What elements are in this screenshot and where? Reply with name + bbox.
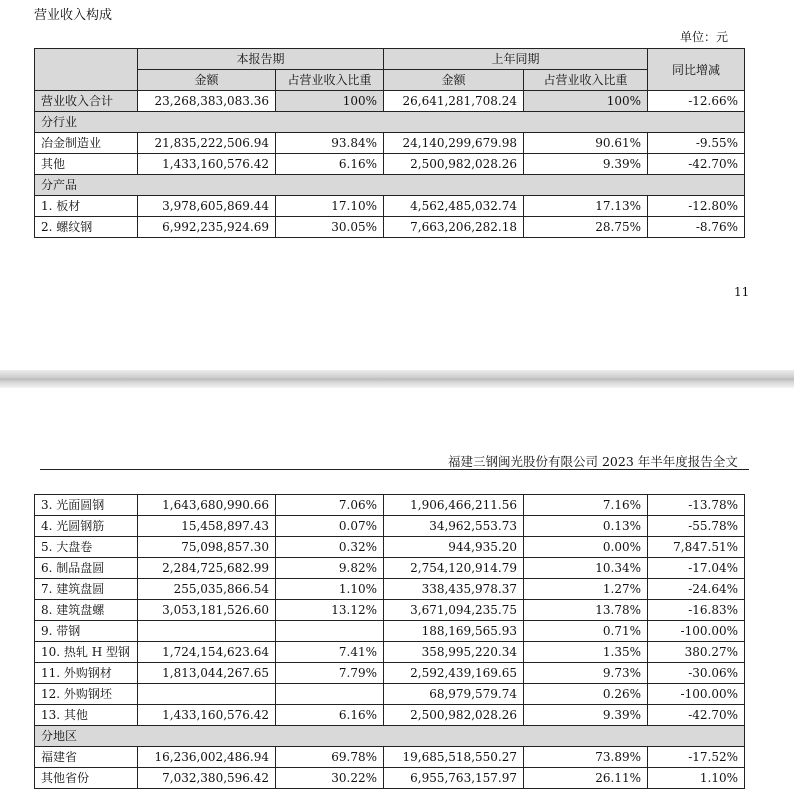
row-label: 营业收入合计 (35, 91, 138, 112)
cell-yoy: -12.66% (648, 91, 745, 112)
unit-label: 单位：元 (680, 30, 729, 44)
section-row-product (35, 175, 745, 196)
cell-current-ratio: 1.10% (276, 579, 384, 600)
row-label: 13. 其他 (35, 705, 138, 726)
cell-current-ratio: 17.10% (276, 196, 384, 217)
cell-yoy: -30.06% (648, 663, 745, 684)
cell-lastyear-ratio: 26.11% (524, 768, 648, 789)
cell-yoy: -9.55% (648, 133, 745, 154)
section-title: 营业收入构成 (34, 8, 113, 23)
cell-lastyear-ratio: 13.78% (524, 600, 648, 621)
cell-current-ratio: 69.78% (276, 747, 384, 768)
table-row (35, 516, 745, 537)
cell-current-amount: 3,053,181,526.60 (138, 600, 276, 621)
industry-rows (35, 133, 745, 175)
cell-current-amount: 75,098,857.30 (138, 537, 276, 558)
cell-current-amount: 1,433,160,576.42 (138, 154, 276, 175)
header-rule (40, 469, 749, 470)
cell-current-ratio (276, 684, 384, 705)
cell-yoy: -100.00% (648, 621, 745, 642)
cell-lastyear-amount: 34,962,553.73 (384, 516, 524, 537)
row-label: 4. 光圆钢筋 (35, 516, 138, 537)
cell-current-ratio: 13.12% (276, 600, 384, 621)
row-label: 6. 制品盘圆 (35, 558, 138, 579)
row-label: 其他省份 (35, 768, 138, 789)
row-label: 8. 建筑盘螺 (35, 600, 138, 621)
cell-lastyear-ratio: 0.71% (524, 621, 648, 642)
cell-lastyear-amount: 7,663,206,282.18 (384, 217, 524, 238)
cell-current-ratio: 100% (276, 91, 384, 112)
table-row (35, 154, 745, 175)
cell-lastyear-amount: 1,906,466,211.56 (384, 495, 524, 516)
cell-current-ratio: 6.16% (276, 705, 384, 726)
section-label: 分产品 (35, 175, 745, 196)
cell-lastyear-amount: 4,562,485,032.74 (384, 196, 524, 217)
row-label: 福建省 (35, 747, 138, 768)
cell-lastyear-amount: 68,979,579.74 (384, 684, 524, 705)
header-amount: 金额 (384, 70, 524, 91)
row-label: 3. 光面圆钢 (35, 495, 138, 516)
cell-current-amount: 15,458,897.43 (138, 516, 276, 537)
cell-current-ratio: 7.41% (276, 642, 384, 663)
header-current-period: 本报告期 (138, 49, 384, 70)
cell-current-ratio: 93.84% (276, 133, 384, 154)
cell-lastyear-ratio: 9.39% (524, 154, 648, 175)
table-row (35, 495, 745, 516)
product-rows (35, 495, 745, 726)
cell-current-amount: 3,978,605,869.44 (138, 196, 276, 217)
row-label: 9. 带钢 (35, 621, 138, 642)
row-label: 2. 螺纹钢 (35, 217, 138, 238)
cell-current-amount: 1,433,160,576.42 (138, 705, 276, 726)
cell-current-ratio: 0.07% (276, 516, 384, 537)
header-ratio: 占营业收入比重 (524, 70, 648, 91)
cell-lastyear-ratio: 1.35% (524, 642, 648, 663)
cell-lastyear-ratio: 0.00% (524, 537, 648, 558)
cell-yoy: -17.04% (648, 558, 745, 579)
cell-lastyear-ratio: 28.75% (524, 217, 648, 238)
table-row (35, 621, 745, 642)
cell-current-amount (138, 684, 276, 705)
table-row (35, 217, 745, 238)
header-row-1 (35, 49, 745, 70)
cell-lastyear-ratio: 1.27% (524, 579, 648, 600)
cell-lastyear-ratio: 9.73% (524, 663, 648, 684)
header-yoy: 同比增减 (648, 49, 745, 91)
table-row (35, 579, 745, 600)
total-row (35, 91, 745, 112)
section-label: 分地区 (35, 726, 745, 747)
cell-current-ratio: 9.82% (276, 558, 384, 579)
section-label: 分行业 (35, 112, 745, 133)
cell-lastyear-amount: 944,935.20 (384, 537, 524, 558)
cell-current-ratio: 0.32% (276, 537, 384, 558)
section-row-region (35, 726, 745, 747)
cell-current-ratio: 30.22% (276, 768, 384, 789)
row-label: 其他 (35, 154, 138, 175)
cell-lastyear-ratio: 17.13% (524, 196, 648, 217)
cell-current-amount: 1,643,680,990.66 (138, 495, 276, 516)
header-last-year: 上年同期 (384, 49, 648, 70)
table-row (35, 600, 745, 621)
row-label: 12. 外购钢坯 (35, 684, 138, 705)
cell-lastyear-ratio: 90.61% (524, 133, 648, 154)
cell-lastyear-amount: 188,169,565.93 (384, 621, 524, 642)
cell-current-amount: 6,992,235,924.69 (138, 217, 276, 238)
cell-current-amount: 2,284,725,682.99 (138, 558, 276, 579)
header-amount: 金额 (138, 70, 276, 91)
cell-lastyear-ratio: 0.26% (524, 684, 648, 705)
cell-lastyear-amount: 2,500,982,028.26 (384, 154, 524, 175)
cell-current-amount: 1,724,154,623.64 (138, 642, 276, 663)
table-row (35, 558, 745, 579)
cell-yoy: 7,847.51% (648, 537, 745, 558)
cell-yoy: -17.52% (648, 747, 745, 768)
cell-current-amount: 255,035,866.54 (138, 579, 276, 600)
cell-current-amount (138, 621, 276, 642)
table-row (35, 642, 745, 663)
row-label: 5. 大盘卷 (35, 537, 138, 558)
cell-lastyear-ratio: 7.16% (524, 495, 648, 516)
region-rows (35, 747, 745, 789)
header-ratio: 占营业收入比重 (276, 70, 384, 91)
row-label: 冶金制造业 (35, 133, 138, 154)
table-row (35, 663, 745, 684)
section-row-industry (35, 112, 745, 133)
page-break-divider (0, 370, 794, 388)
cell-lastyear-amount: 19,685,518,550.27 (384, 747, 524, 768)
cell-lastyear-ratio: 10.34% (524, 558, 648, 579)
cell-current-ratio: 7.79% (276, 663, 384, 684)
cell-lastyear-amount: 2,500,982,028.26 (384, 705, 524, 726)
row-label: 1. 板材 (35, 196, 138, 217)
table-row (35, 196, 745, 217)
revenue-table-page2 (34, 494, 745, 789)
cell-lastyear-ratio: 100% (524, 91, 648, 112)
revenue-table-page1 (34, 48, 745, 238)
header-row-2 (35, 70, 745, 91)
cell-current-amount: 7,032,380,596.42 (138, 768, 276, 789)
cell-current-ratio: 7.06% (276, 495, 384, 516)
cell-current-amount: 1,813,044,267.65 (138, 663, 276, 684)
cell-yoy: 380.27% (648, 642, 745, 663)
cell-lastyear-ratio: 9.39% (524, 705, 648, 726)
header-blank-cell (35, 49, 138, 91)
cell-yoy: -13.78% (648, 495, 745, 516)
cell-lastyear-amount: 6,955,763,157.97 (384, 768, 524, 789)
cell-current-amount: 21,835,222,506.94 (138, 133, 276, 154)
cell-current-ratio: 30.05% (276, 217, 384, 238)
cell-lastyear-ratio: 73.89% (524, 747, 648, 768)
cell-current-amount: 16,236,002,486.94 (138, 747, 276, 768)
product-rows (35, 196, 745, 238)
table-row (35, 768, 745, 789)
cell-yoy: -55.78% (648, 516, 745, 537)
page-number: 11 (734, 285, 750, 299)
cell-yoy: -42.70% (648, 705, 745, 726)
cell-yoy: -100.00% (648, 684, 745, 705)
cell-yoy: -16.83% (648, 600, 745, 621)
table-row (35, 705, 745, 726)
cell-current-ratio (276, 621, 384, 642)
table-row (35, 133, 745, 154)
report-header: 福建三钢闽光股份有限公司 2023 年半年度报告全文 (448, 454, 738, 469)
cell-lastyear-amount: 2,754,120,914.79 (384, 558, 524, 579)
cell-yoy: -24.64% (648, 579, 745, 600)
cell-lastyear-amount: 24,140,299,679.98 (384, 133, 524, 154)
cell-yoy: -12.80% (648, 196, 745, 217)
cell-lastyear-amount: 338,435,978.37 (384, 579, 524, 600)
cell-current-ratio: 6.16% (276, 154, 384, 175)
cell-lastyear-amount: 26,641,281,708.24 (384, 91, 524, 112)
cell-yoy: 1.10% (648, 768, 745, 789)
cell-lastyear-ratio: 0.13% (524, 516, 648, 537)
cell-yoy: -42.70% (648, 154, 745, 175)
cell-yoy: -8.76% (648, 217, 745, 238)
row-label: 11. 外购钢材 (35, 663, 138, 684)
cell-current-amount: 23,268,383,083.36 (138, 91, 276, 112)
table-row (35, 537, 745, 558)
row-label: 10. 热轧 H 型钢 (35, 642, 138, 663)
cell-lastyear-amount: 2,592,439,169.65 (384, 663, 524, 684)
row-label: 7. 建筑盘圆 (35, 579, 138, 600)
table-row (35, 747, 745, 768)
cell-lastyear-amount: 3,671,094,235.75 (384, 600, 524, 621)
cell-lastyear-amount: 358,995,220.34 (384, 642, 524, 663)
table-row (35, 684, 745, 705)
